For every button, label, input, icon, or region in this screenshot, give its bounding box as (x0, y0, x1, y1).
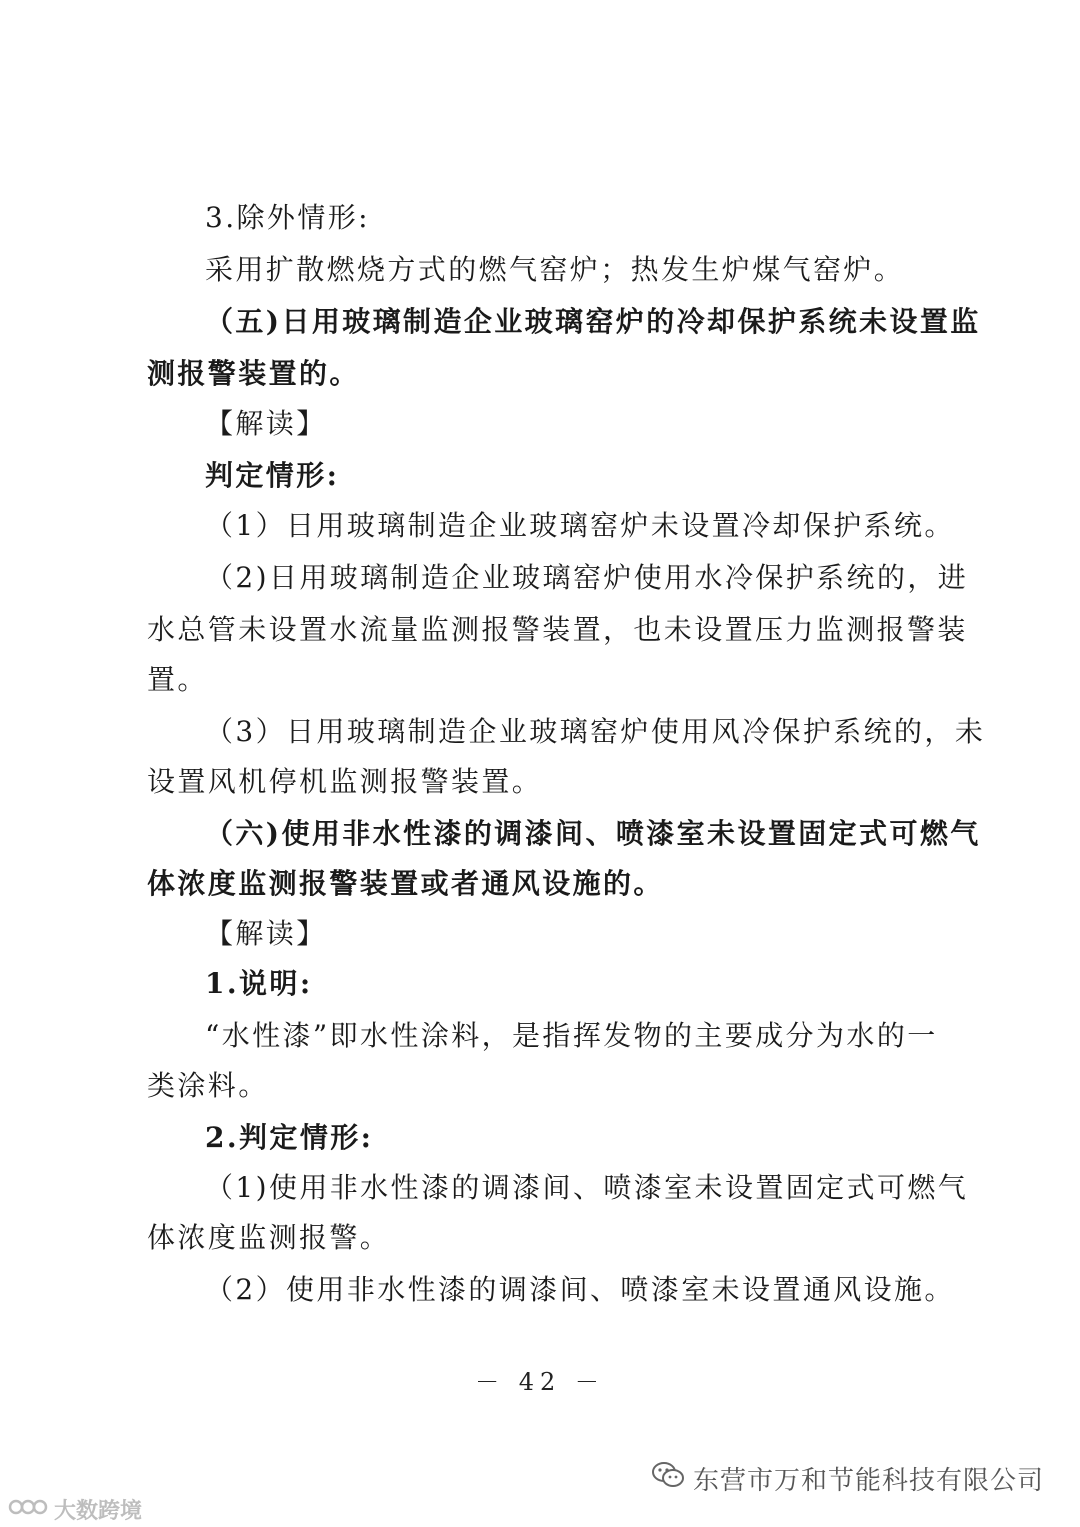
paragraph-line: 置。 (147, 663, 208, 696)
subheading-determination: 判定情形: (205, 459, 340, 492)
paragraph-line: 水总管未设置水流量监测报警装置，也未设置压力监测报警装 (147, 613, 968, 646)
paragraph-line: 体浓度监测报警。 (147, 1221, 391, 1254)
watermark-wechat (651, 1460, 1044, 1497)
brand-logo-icon (8, 1497, 48, 1523)
subheading-determination-2: 2.判定情形: (205, 1121, 374, 1154)
paragraph-line: （2)日用玻璃制造企业玻璃窑炉使用水冷保护系统的，进 (205, 561, 969, 594)
watermark-brand-name: 大数跨境 (54, 1499, 143, 1524)
paragraph-line: “水性漆”即水性涂料，是指挥发物的主要成分为水的一 (205, 1019, 938, 1052)
interpretation-label: 【解读】 (205, 917, 327, 950)
watermark-company-name: 东营市万和节能科技有限公司 (692, 1466, 1044, 1496)
paragraph-line: 设置风机停机监测报警装置。 (147, 765, 543, 798)
item-heading-five: （五)日用玻璃制造企业玻璃窑炉的冷却保护系统未设置监 (205, 305, 981, 338)
paragraph-line: （1)使用非水性漆的调漆间、喷漆室未设置固定式可燃气 (205, 1171, 969, 1204)
paragraph-line: 类涂料。 (147, 1069, 269, 1102)
paragraph-line: （2）使用非水性漆的调漆间、喷漆室未设置通风设施。 (205, 1273, 955, 1306)
subheading-explanation: 1.说明: (205, 967, 313, 1000)
item-heading-five-cont: 测报警装置的。 (147, 357, 360, 390)
wechat-icon (651, 1460, 685, 1497)
paragraph-line: （3）日用玻璃制造企业玻璃窑炉使用风冷保护系统的，未 (205, 715, 986, 748)
paragraph-line: 采用扩散燃烧方式的燃气窑炉；热发生炉煤气窑炉。 (205, 253, 905, 286)
page-number: － 42 － (475, 1368, 605, 1396)
section-heading-exclusions: 3.除外情形: (205, 201, 370, 234)
paragraph-line: （1）日用玻璃制造企业玻璃窑炉未设置冷却保护系统。 (205, 509, 955, 542)
interpretation-label: 【解读】 (205, 407, 327, 440)
item-heading-six: （六)使用非水性漆的调漆间、喷漆室未设置固定式可燃气 (205, 817, 981, 850)
item-heading-six-cont: 体浓度监测报警装置或者通风设施的。 (147, 867, 664, 900)
watermark-brand (8, 1494, 142, 1525)
